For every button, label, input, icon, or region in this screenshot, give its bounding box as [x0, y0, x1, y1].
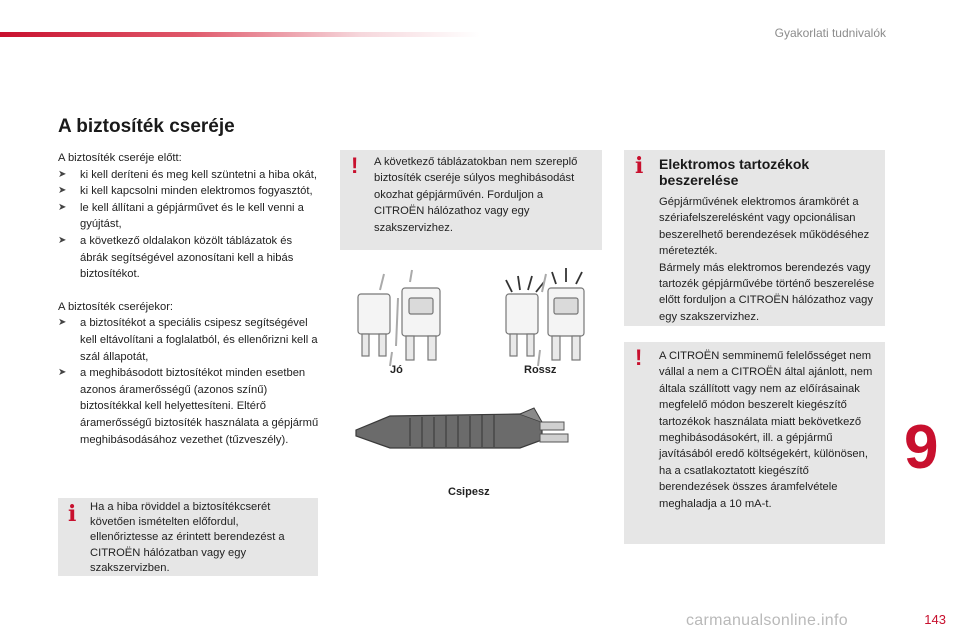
tweezers-icon [356, 408, 568, 448]
chapter-number: 9 [904, 413, 939, 482]
info-box-electrical-accessories [624, 150, 885, 326]
info-paragraph-1: Gépjárművének elektromos áramkörét a szériafelszerelésként vagy opcionálisan beszerelhető berendezések működéséhez méretezték. [659, 196, 870, 258]
list-item: ➤ ki kell kapcsolni minden elektromos fogyasztót, [58, 183, 320, 200]
info-icon: i [635, 153, 644, 179]
warning-icon: ! [635, 345, 643, 370]
warning-text: A CITROËN semminemű felelősséget nem vállal a nem a CITROËN által ajánlott, nem általa szállított vagy nem az előírásainak megfelelő módon beszerelt kiegészítő tartozékok használata miatt bekövetkező meghibásodásokért, ill. a gépjármű javításából eredő költségekért, különösen, ha a csatlakoztatott kiegészítő berendezések összes áramfelvétele meghaladja a 10 mA-t. [659, 350, 873, 510]
page-title: A biztosíték cseréje [58, 116, 235, 137]
warning-icon: ! [351, 153, 359, 178]
before-intro: A biztosíték cseréje előtt: [58, 152, 182, 164]
info-text: Ha a hiba röviddel a biztosítékcserét követően ismételten előfordul, ellenőriztesse az érintett berendezést a CITROËN hálózatban vagy egy szakszervizben. [90, 501, 285, 574]
list-item: ➤ a biztosítékot a speciális csipesz segítségével kell eltávolítani a foglalatból, és ellenőrizni kell a szál állapotát, [58, 317, 318, 363]
box-heading: Elektromos tartozékok beszerelése [659, 156, 810, 188]
label-good: Jó [390, 364, 403, 376]
info-icon: i [68, 501, 77, 527]
section-title: Gyakorlati tudnivalók [774, 26, 886, 40]
label-tweezers: Csipesz [448, 486, 490, 498]
arrow-bullet-icon: ➤ [58, 317, 67, 329]
warning-box-unlisted-fuse [340, 150, 602, 250]
before-list [58, 167, 320, 283]
list-item: ➤ a következő oldalakon közölt táblázatok és ábrák segítségével azonosítani kell a hibás biztosítékot. [58, 234, 294, 281]
list-item: ➤ le kell állítani a gépjárművet és le kell venni a gyújtást, [58, 201, 304, 231]
blown-fuse-icon [506, 268, 584, 366]
warning-text: A következő táblázatokban nem szereplő biztosíték cseréje súlyos meghibásodást okozhat gépjárművén. Forduljon a CITROËN hálózathoz vagy egy szakszervizhez. [374, 156, 578, 234]
label-bad: Rossz [524, 364, 557, 376]
arrow-bullet-icon: ➤ [58, 367, 67, 379]
page-number: 143 [924, 612, 946, 627]
during-list [58, 315, 320, 448]
fuse-tweezers-illustration [350, 392, 580, 472]
arrow-bullet-icon: ➤ [58, 185, 67, 197]
header-accent-bar [0, 32, 480, 37]
info-paragraph-2: Bármely más elektromos berendezés vagy tartozék gépjárművébe történő beszerelése előtt forduljon a CITROËN hálózathoz vagy egy szakszervizhez. [659, 261, 875, 323]
watermark: carmanualsonline.info [686, 612, 848, 629]
main-text-column [58, 150, 320, 448]
arrow-bullet-icon: ➤ [58, 168, 67, 180]
arrow-bullet-icon: ➤ [58, 201, 67, 213]
info-box-repeat-fault [58, 498, 318, 576]
good-fuse-icon [358, 270, 440, 366]
during-intro: A biztosíték cseréjekor: [58, 300, 174, 313]
list-item: ➤ a meghibásodott biztosítékot minden esetben azonos áramerősségű (azonos színű) biztosítékkal kell helyettesíteni. Eltérő áramerősségű biztosíték használata a gépjármű meghibásodásához vezethet (tűzveszély). [58, 367, 319, 446]
warning-box-liability [624, 342, 885, 544]
arrow-bullet-icon: ➤ [58, 234, 67, 246]
list-item: ➤ ki kell deríteni és meg kell szüntetni a hiba okát, [58, 167, 320, 184]
